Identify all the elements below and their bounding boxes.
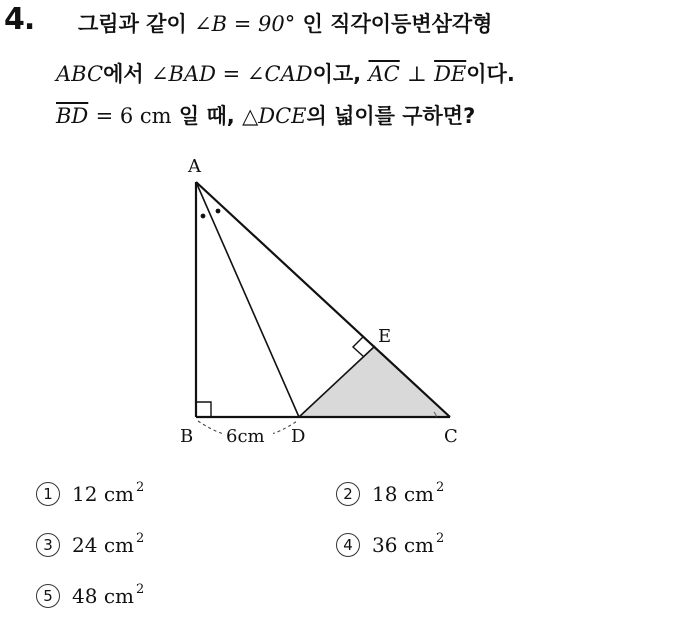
bd-length-label: 6cm	[226, 426, 265, 447]
angle-bad-expression: ∠BAD = ∠CAD	[150, 62, 313, 86]
angle-b-expression: ∠B = 90°	[194, 12, 296, 36]
choice-4-value: 36	[372, 533, 398, 557]
choice-4-marker: 4	[336, 533, 360, 557]
choice-1-marker: 1	[36, 482, 60, 506]
choice-4[interactable]	[336, 531, 444, 557]
choice-2-value: 18	[372, 482, 398, 506]
choice-5-value: 48	[72, 584, 98, 608]
question-number: 4.	[4, 2, 35, 37]
choice-1-unit: cm	[103, 482, 134, 506]
triangle-dce-label: △DCE	[242, 104, 307, 128]
vertex-label-c: C	[444, 426, 458, 447]
vertex-label-b: B	[180, 426, 194, 447]
bd-length-expression: = 6 cm	[95, 104, 172, 128]
line2-text-a: 에서	[103, 62, 144, 86]
right-angle-mark-e	[353, 336, 364, 357]
line2-text-c: 이다.	[466, 62, 515, 86]
shaded-triangle-dce	[299, 346, 450, 417]
choice-5[interactable]	[36, 582, 144, 608]
right-angle-mark-b	[196, 402, 211, 417]
line1-text-a: 그림과 같이	[78, 12, 187, 36]
vertex-label-e: E	[378, 326, 392, 347]
segment-ac	[196, 182, 450, 417]
segment-de-label: $\overline{DE}$	[434, 62, 467, 86]
segment-ad	[196, 182, 299, 417]
choice-2[interactable]	[336, 480, 444, 506]
choice-3[interactable]	[36, 531, 144, 557]
choice-5-unit: cm	[103, 584, 134, 608]
segment-ac-label: $\overline{AC}$	[368, 62, 400, 86]
vertex-label-d: D	[291, 426, 306, 447]
choice-4-unit: cm	[403, 533, 434, 557]
vertex-label-a: A	[188, 156, 201, 177]
equal-angle-dot-1	[201, 214, 206, 219]
line2-text-b: 이고,	[312, 62, 362, 86]
choice-2-exponent: 2	[435, 480, 445, 495]
line3-text-a: 일 때,	[178, 104, 235, 128]
choice-2-unit: cm	[403, 482, 434, 506]
choice-1-value: 12	[72, 482, 98, 506]
choice-5-marker: 5	[36, 584, 60, 608]
choice-3-marker: 3	[36, 533, 60, 557]
triangle-abc-label: ABC	[56, 62, 104, 86]
line1-text-b: 인 직각이등변삼각형	[302, 12, 493, 36]
choice-1[interactable]	[36, 480, 144, 506]
segment-bd-label: $\overline{BD}$	[56, 104, 89, 128]
line3-text-b: 의 넓이를 구하면?	[306, 104, 476, 128]
choice-4-exponent: 2	[435, 531, 445, 546]
choice-3-value: 24	[72, 533, 98, 557]
equal-angle-dot-2	[216, 209, 221, 214]
choice-1-exponent: 2	[135, 480, 145, 495]
choice-2-marker: 2	[336, 482, 360, 506]
choice-3-exponent: 2	[135, 531, 145, 546]
choice-5-exponent: 2	[135, 582, 145, 597]
choice-3-unit: cm	[103, 533, 134, 557]
perpendicular-symbol: ⊥	[407, 62, 427, 86]
